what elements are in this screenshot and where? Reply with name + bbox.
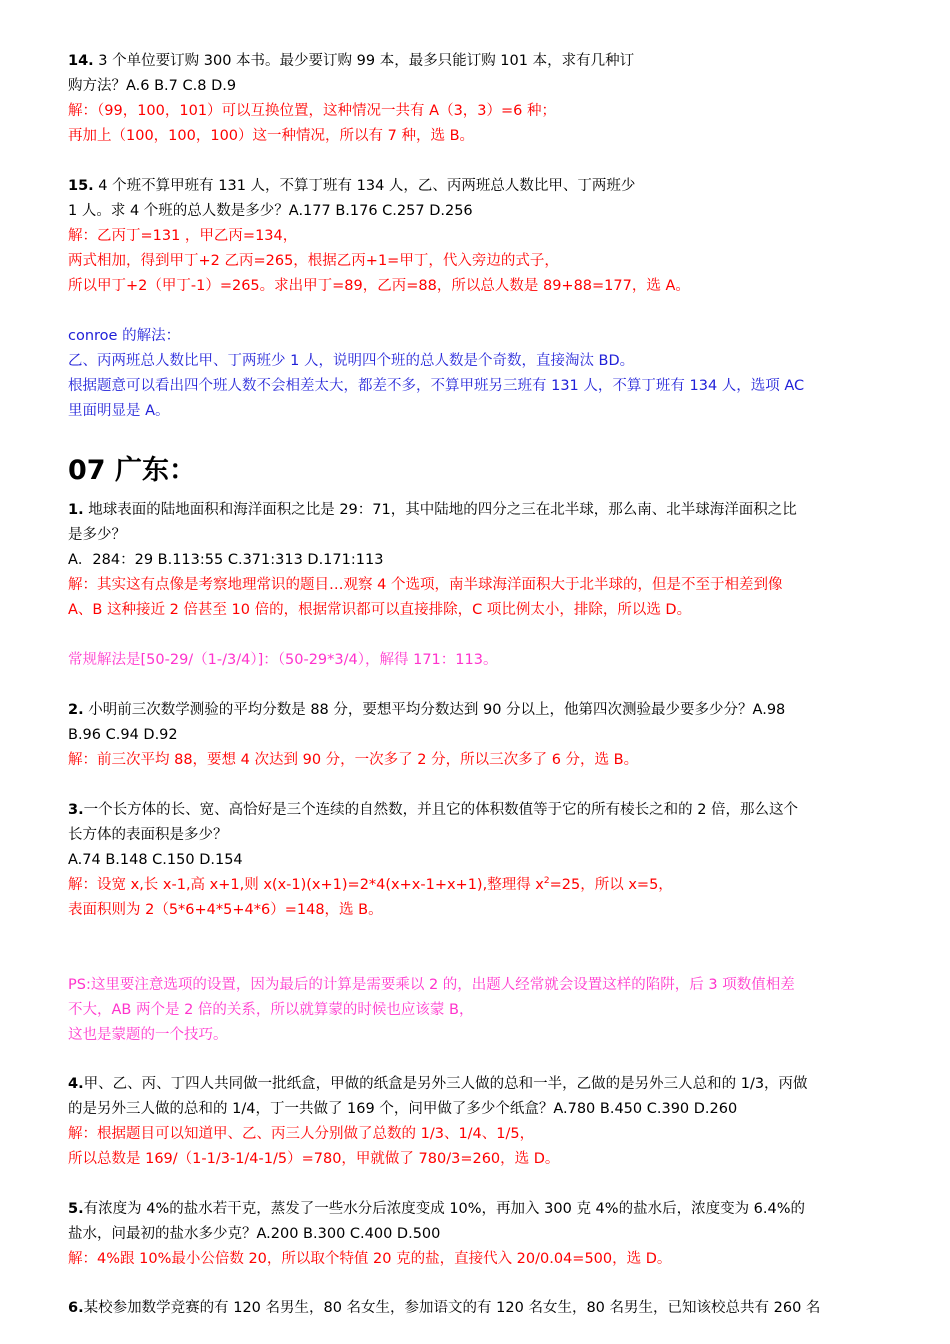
q14-solution-line1: 解：（99，100，101）可以互换位置，这种情况一共有 A（3，3）=6 种； [68,103,557,119]
g2-solution-line1: 解：前三次平均 88，要想 4 次达到 90 分，一次多了 2 分，所以三次多了 6 分，选 B。 [68,752,639,768]
q15-solution-line2: 两式相加，得到甲丁+2 乙丙=265，根据乙丙+1=甲丁，代入旁边的式子， [68,253,559,269]
g1-text1: 地球表面的陆地面积和海洋面积之比是 29：71，其中陆地的四分之三在北半球，那么南、北半球海洋面积之比 [83,502,797,518]
g3-options: A.74 B.148 C.150 D.154 [68,852,243,868]
g5-number: 5. [68,1201,84,1217]
q15-question-line2: 1 人。求 4 个班的总人数是多少？A.177 B.176 C.257 D.256 [68,203,473,219]
g5-solution-line1: 解：4%跟 10%最小公倍数 20，所以取个特值 20 克的盐，直接代入 20/0.04=500，选 D。 [68,1251,672,1267]
g3-sol-part2: =25，所以 x=5， [549,877,673,893]
g1-alt-solution: 常规解法是[50-29/（1-/3/4）]：（50-29*3/4），解得 171：113。 [68,652,498,668]
g4-question-line2: 的是另外三人做的总和的 1/4，丁一共做了 169 个，问甲做了多少个纸盒？A.780 B.450 C.390 D.260 [68,1101,738,1117]
g3-question-line1 [68,800,798,820]
g5-text1: 有浓度为 4%的盐水若干克，蒸发了一些水分后浓度变成 10%，再加入 300 克 4%的盐水后，浓度变为 6.4%的 [83,1201,806,1217]
g3-number: 3. [68,802,84,818]
q15-solution-line3: 所以甲丁+2（甲丁-1）=265。求出甲丁=89，乙丙=88，所以总人数是 89+88=177，选 A。 [68,278,690,294]
q15-alt-line2: 根据题意可以看出四个班人数不会相差太大，都差不多，不算甲班另三班有 131 人，不算丁班有 134 人，选项 AC [68,378,805,394]
g5-question-line2: 盐水，问最初的盐水多少克？A.200 B.300 C.400 D.500 [68,1226,441,1242]
g5-question-line1 [68,1199,805,1219]
q14-question-line1 [68,51,634,71]
g3-ps-line1: PS:这里要注意选项的设置，因为最后的计算是需要乘以 2 的，出题人经常就会设置这样的陷阱，后 3 项数值相差 [68,977,795,993]
q14-number: 14. [68,53,94,69]
g3-question-line2: 长方体的表面积是多少？ [68,827,228,843]
g2-question-line1 [68,700,785,720]
g2-text1: 小明前三次数学测验的平均分数是 88 分，要想平均分数达到 90 分以上，他第四次测验最少要多少分？A.98 [83,702,786,718]
q14-text1: 3 个单位要订购 300 本书。最少要订购 99 本，最多只能订购 101 本，求有几种订 [93,53,635,69]
g1-question-line2: 是多少？ [68,527,126,543]
g4-solution-line2: 所以总数是 169/（1-1/3-1/4-1/5）=780，甲就做了 780/3=260，选 D。 [68,1151,560,1167]
g4-number: 4. [68,1076,84,1092]
g3-sol-part1: 解：设宽 x,长 x-1,高 x+1,则 x(x-1)(x+1)=2*4(x+x-1+x+1),整理得 x [68,877,544,893]
q14-solution-line2: 再加上（100，100，100）这一种情况，所以有 7 种，选 B。 [68,128,475,144]
q15-solution-line1: 解：乙丙丁=131 ，甲乙丙=134， [68,228,298,244]
q14-question-line2: 购方法？A.6 B.7 C.8 D.9 [68,78,237,94]
g4-solution-line1: 解：根据题目可以知道甲、乙、丙三人分别做了总数的 1/3、1/4、1/5， [68,1126,535,1142]
g6-text1: 某校参加数学竞赛的有 120 名男生，80 名女生，参加语文的有 120 名女生，80 名男生，已知该校总共有 260 名 [83,1300,821,1316]
g4-question-line1 [68,1074,808,1094]
q15-alt-line1: 乙、丙两班总人数比甲、丁两班少 1 人，说明四个班的总人数是个奇数，直接淘汰 BD。 [68,353,635,369]
g3-solution-line2: 表面积则为 2（5*6+4*5+4*6）=148，选 B。 [68,902,383,918]
g1-number: 1. [68,502,84,518]
q15-alt-line3: 里面明显是 A。 [68,403,170,419]
g3-sol-superscript: 2 [543,876,550,887]
g3-ps-line2: 不大，AB 两个是 2 倍的关系，所以就算蒙的时候也应该蒙 B， [68,1002,474,1018]
g4-text1: 甲、乙、丙、丁四人共同做一批纸盒，甲做的纸盒是另外三人做的总和一半，乙做的是另外三人总和的 1/3，丙做 [83,1076,808,1092]
g2-question-line2: B.96 C.94 D.92 [68,727,178,743]
g1-options: A．284：29 B.113:55 C.371:313 D.171:113 [68,552,384,568]
q15-number: 15. [68,178,94,194]
g1-solution-line2: A、B 这种接近 2 倍甚至 10 倍的，根据常识都可以直接排除，C 项比例太小，排除，所以选 D。 [68,602,692,618]
g3-solution-line1 [68,875,673,895]
g3-ps-line3: 这也是蒙题的一个技巧。 [68,1027,228,1043]
g3-text1: 一个长方体的长、宽、高恰好是三个连续的自然数，并且它的体积数值等于它的所有棱长之和的 2 倍，那么这个 [83,802,799,818]
q15-alt-title: conroe 的解法： [68,328,181,344]
section-heading: 07 广东： [68,455,196,486]
g1-question-line1 [68,500,797,520]
q15-text1: 4 个班不算甲班有 131 人，不算丁班有 134 人，乙、丙两班总人数比甲、丁两班少 [93,178,636,194]
g2-number: 2. [68,702,84,718]
g6-question-line1 [68,1298,820,1318]
q15-question-line1 [68,176,635,196]
g6-number: 6. [68,1300,84,1316]
g1-solution-line1: 解：其实这有点像是考察地理常识的题目…观察 4 个选项，南半球海洋面积大于北半球的，但是不至于相差到像 [68,577,783,593]
